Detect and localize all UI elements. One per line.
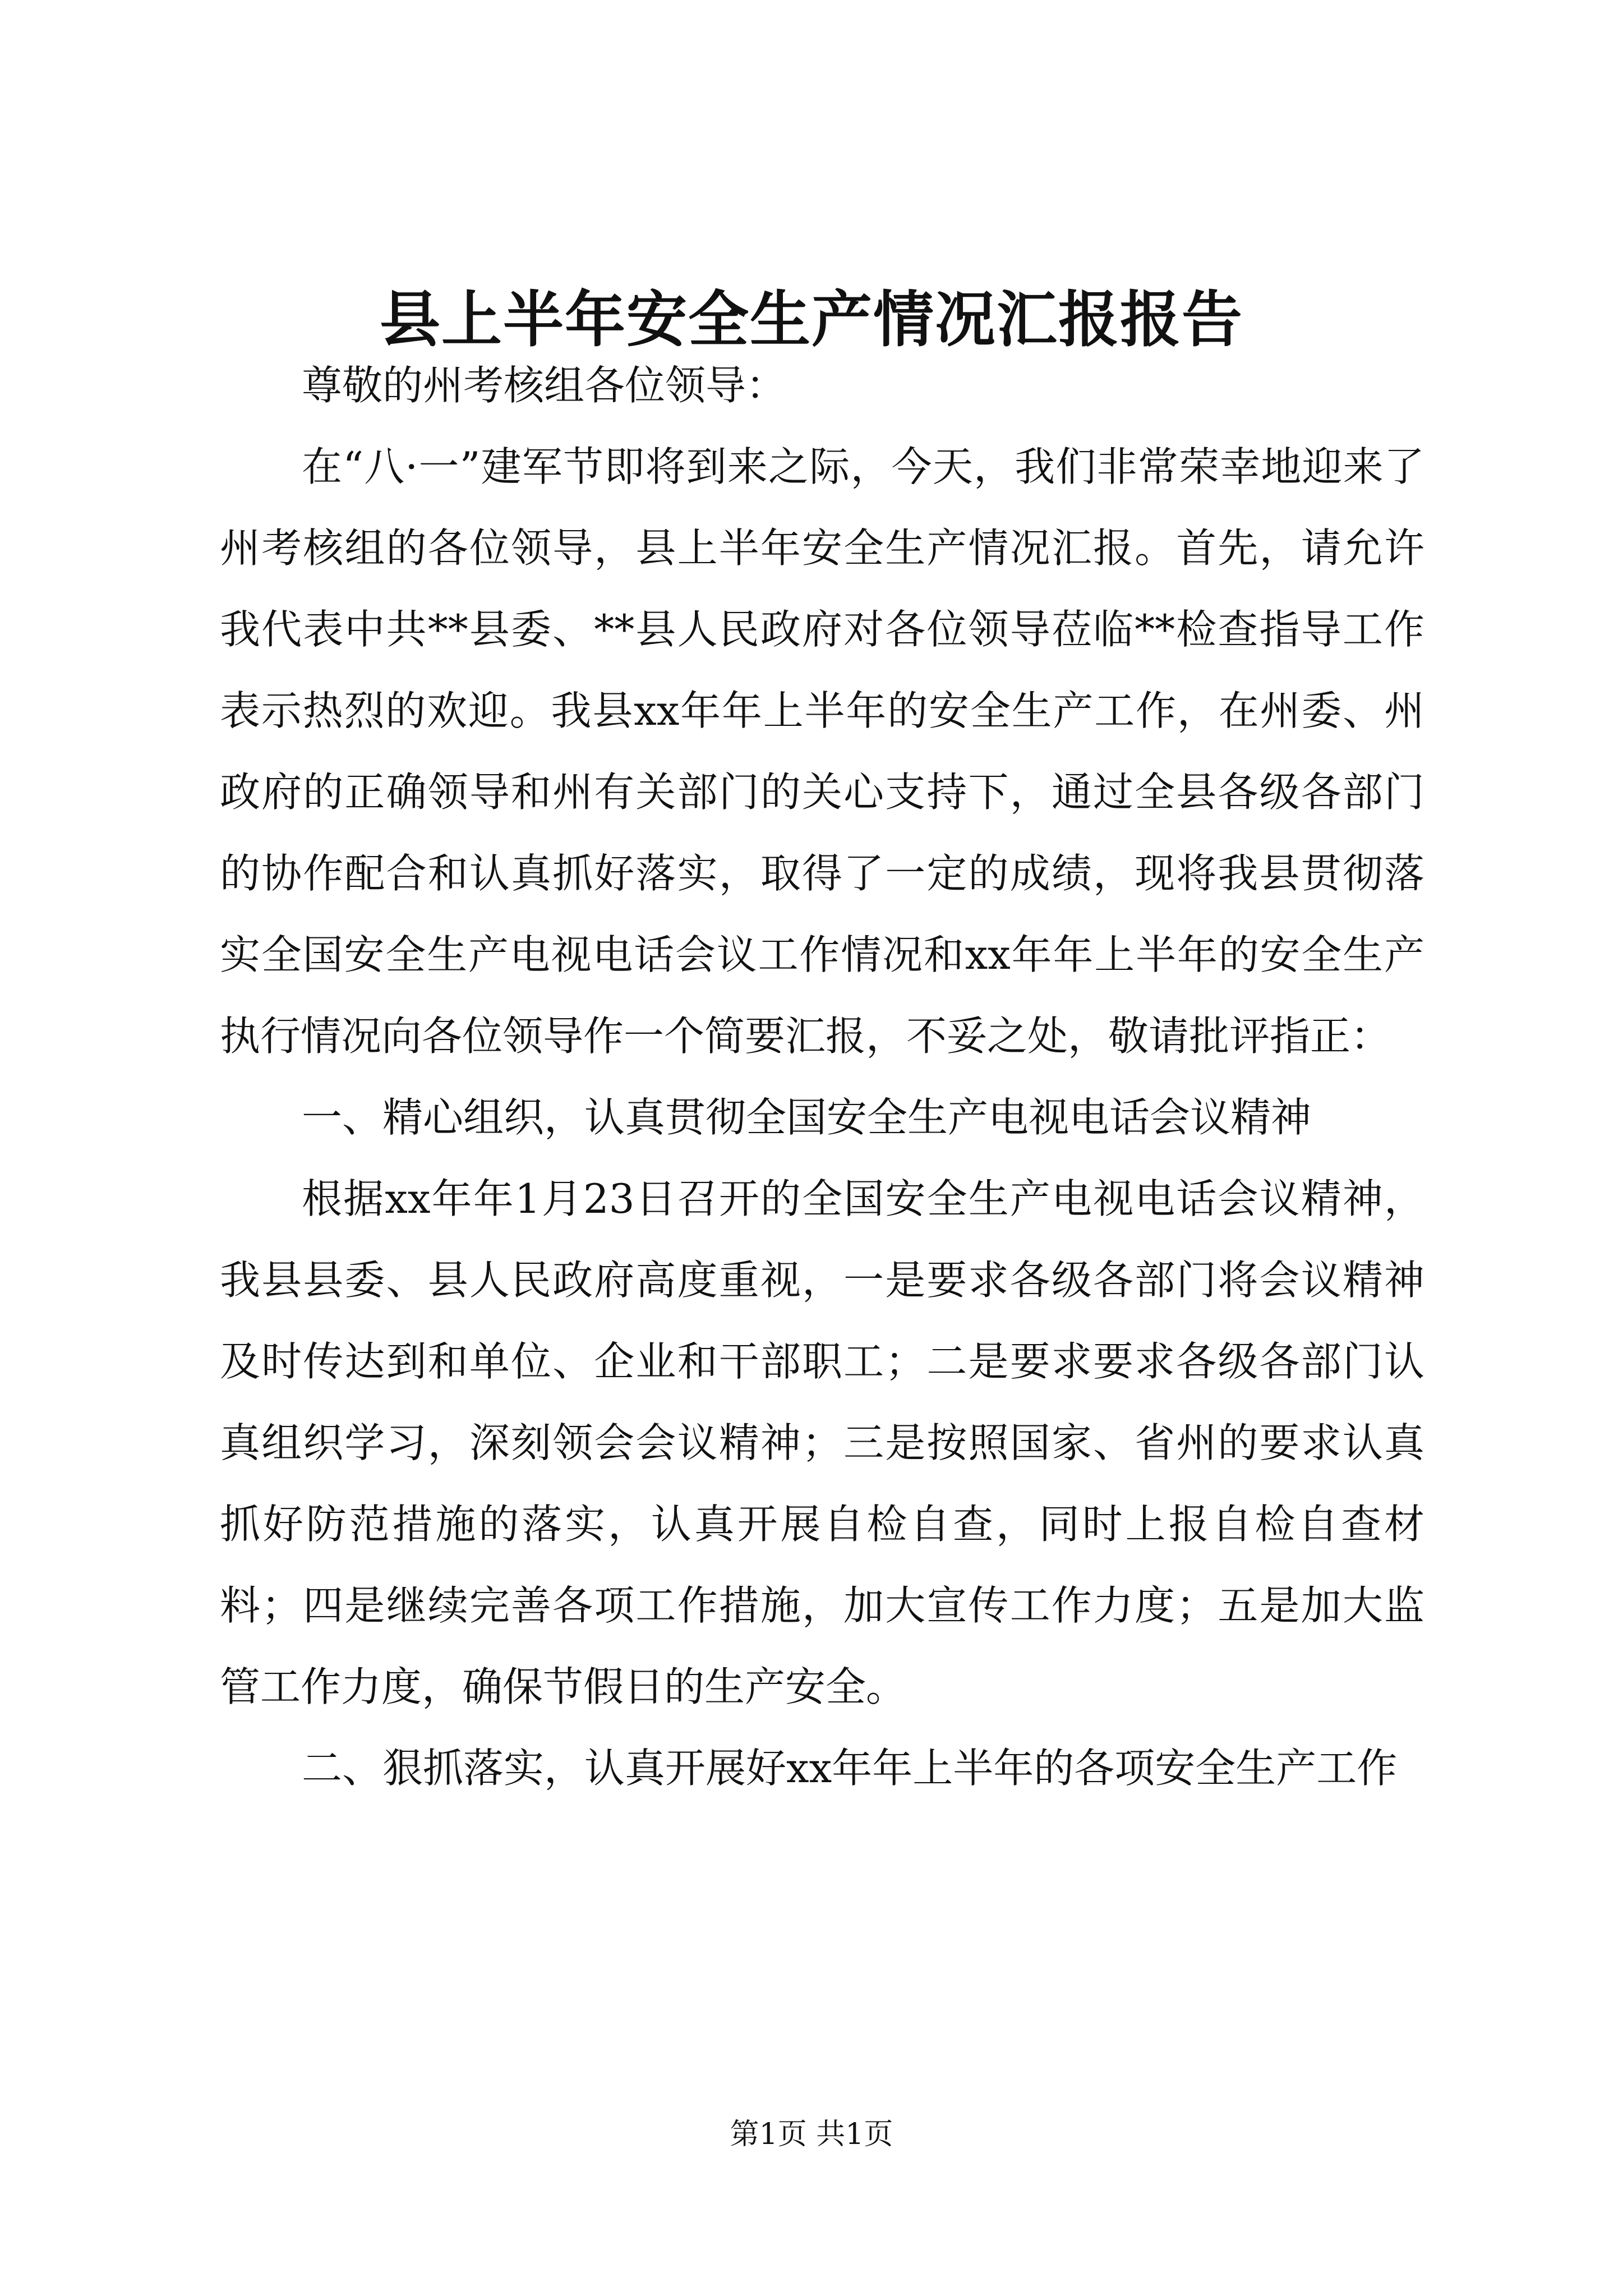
page-footer: 第1页 共1页 [730,2118,893,2151]
section-heading-2: 二、狠抓落实，认真开展好xx年年上半年的各项安全生产工作 [302,1745,1398,1792]
intro-paragraph: 在“八·一”建军节即将到来之际，今天，我们非常荣幸地迎来了州考核组的各位领导，县上半年安全生产情况汇报。首先，请允许我代表中共**县委、**县人民政府对各位领导莅临**检查指导工作表示热烈的欢迎。我县xx年年上半年的安全生产工作，在州委、州政府的正确领导和州有关部门的关心支持下，通过全县各级各部门的协作配合和认真抓好落实，取得了一定的成绩，现将我县贯彻落实全国安全生产电视电话会议工作情况和xx年年上半年的安全生产执行情况向各位领导作一个简要汇报，不妥之处，敬请批评指正： [220,443,1424,1060]
section-1-paragraph: 根据xx年年1月23日召开的全国安全生产电视电话会议精神，我县县委、县人民政府高度重视，一是要求各级各部门将会议精神及时传达到和单位、企业和干部职工；二是要求要求各级各部门认真组织学习，深刻领会会议精神；三是按照国家、省州的要求认真抓好防范措施的落实，认真开展自检自查，同时上报自检自查材料；四是继续完善各项工作措施，加大宣传工作力度；五是加大监管工作力度，确保节假日的生产安全。 [220,1175,1424,1710]
section-heading-1: 一、精心组织，认真贯彻全国安全生产电视电话会议精神 [302,1094,1312,1141]
salutation-paragraph: 尊敬的州考核组各位领导： [302,362,787,409]
document-title: 县上半年安全生产情况汇报报告 [379,284,1243,355]
document-body [220,345,1424,1809]
